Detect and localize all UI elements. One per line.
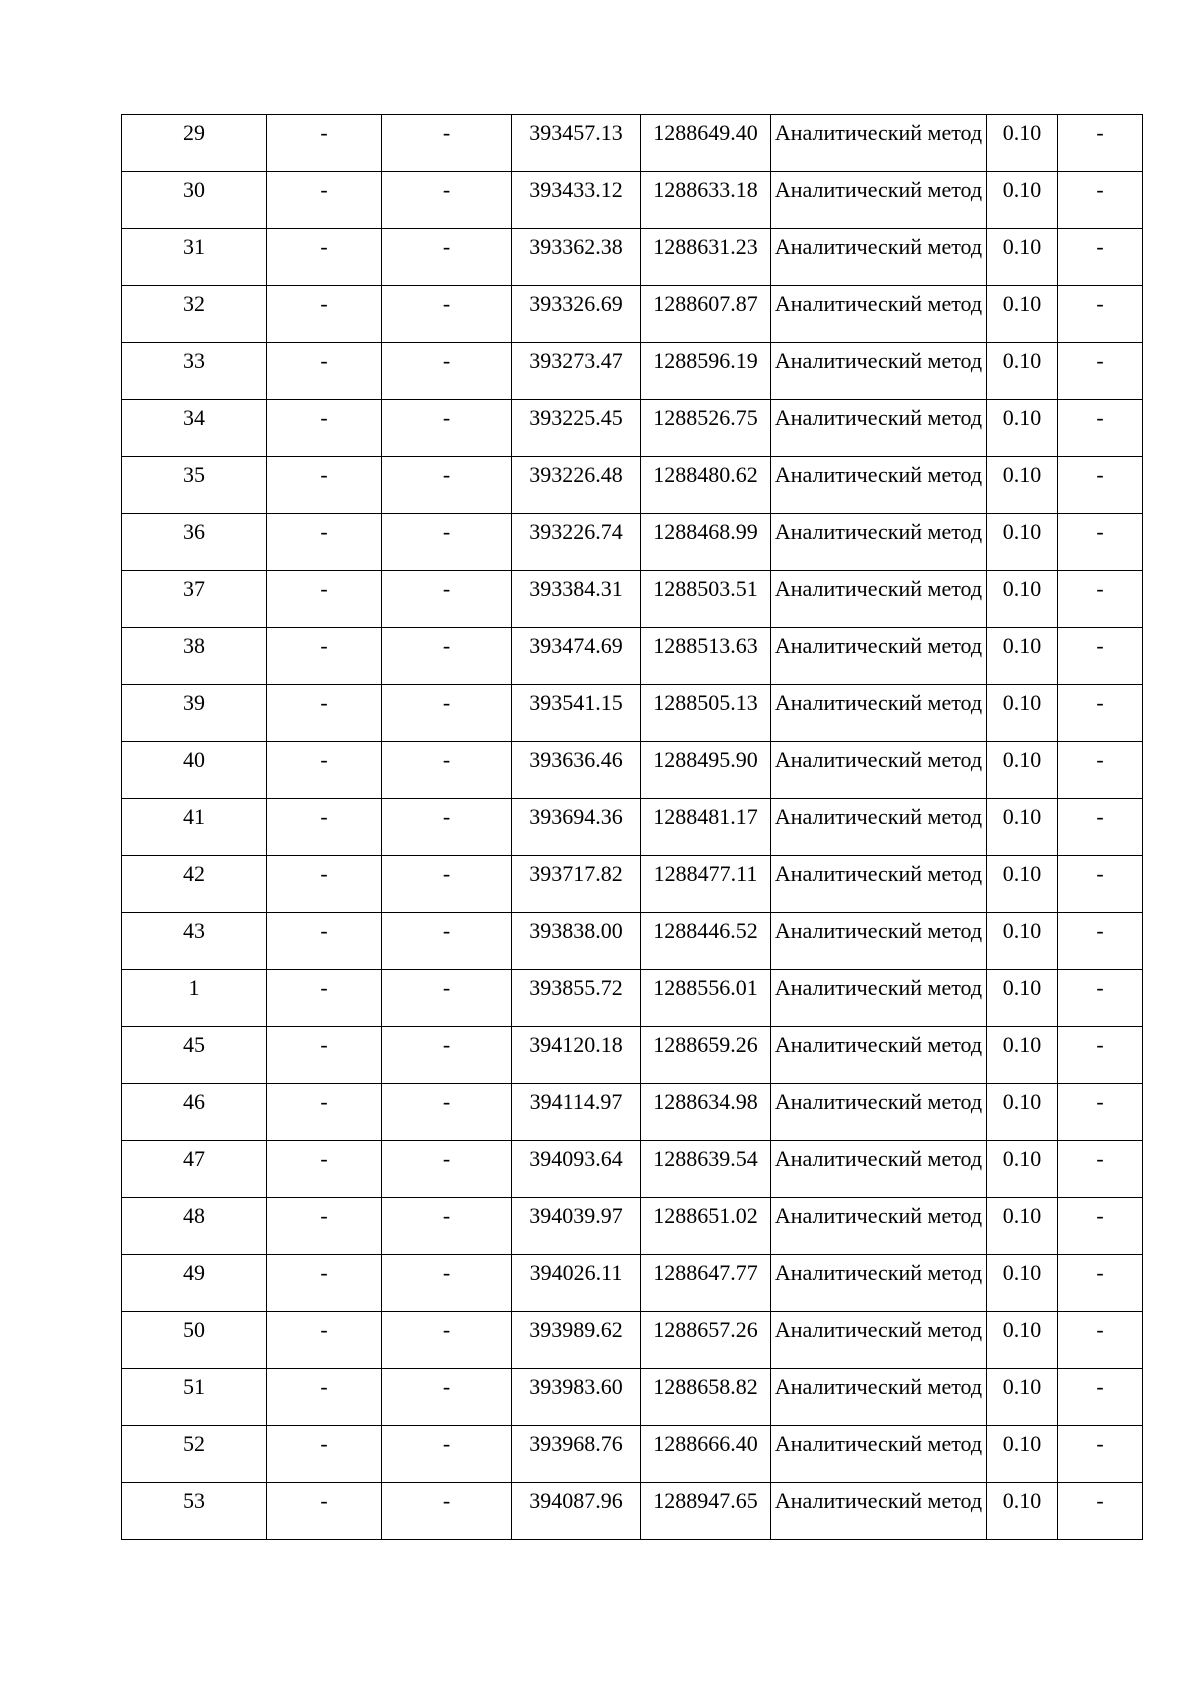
column-2-cell: - — [267, 913, 382, 970]
y-coordinate-cell: 1288503.51 — [641, 571, 771, 628]
column-2-cell: - — [267, 1255, 382, 1312]
y-coordinate-cell: 1288556.01 — [641, 970, 771, 1027]
method-cell: Аналитический метод — [771, 571, 987, 628]
point-number-cell: 50 — [122, 1312, 267, 1369]
column-2-cell: - — [267, 343, 382, 400]
column-2-cell: - — [267, 856, 382, 913]
column-8-cell: - — [1058, 913, 1143, 970]
column-3-cell: - — [382, 685, 512, 742]
point-number-cell: 36 — [122, 514, 267, 571]
column-8-cell: - — [1058, 1141, 1143, 1198]
column-2-cell: - — [267, 742, 382, 799]
accuracy-cell: 0.10 — [987, 1027, 1058, 1084]
y-coordinate-cell: 1288649.40 — [641, 115, 771, 172]
method-cell: Аналитический метод — [771, 856, 987, 913]
point-number-cell: 45 — [122, 1027, 267, 1084]
method-cell: Аналитический метод — [771, 1426, 987, 1483]
column-3-cell: - — [382, 571, 512, 628]
table-row — [122, 742, 1143, 799]
accuracy-cell: 0.10 — [987, 856, 1058, 913]
point-number-cell: 35 — [122, 457, 267, 514]
y-coordinate-cell: 1288607.87 — [641, 286, 771, 343]
column-3-cell: - — [382, 514, 512, 571]
column-2-cell: - — [267, 1369, 382, 1426]
y-coordinate-cell: 1288480.62 — [641, 457, 771, 514]
column-2-cell: - — [267, 1198, 382, 1255]
y-coordinate-cell: 1288495.90 — [641, 742, 771, 799]
table-row — [122, 628, 1143, 685]
accuracy-cell: 0.10 — [987, 1426, 1058, 1483]
method-cell: Аналитический метод — [771, 913, 987, 970]
column-2-cell: - — [267, 514, 382, 571]
x-coordinate-cell: 394093.64 — [512, 1141, 641, 1198]
column-3-cell: - — [382, 1141, 512, 1198]
accuracy-cell: 0.10 — [987, 1312, 1058, 1369]
x-coordinate-cell: 393226.74 — [512, 514, 641, 571]
column-8-cell: - — [1058, 799, 1143, 856]
column-2-cell: - — [267, 628, 382, 685]
table-row — [122, 1141, 1143, 1198]
column-3-cell: - — [382, 970, 512, 1027]
table-row — [122, 571, 1143, 628]
column-2-cell: - — [267, 1483, 382, 1540]
table-row — [122, 913, 1143, 970]
accuracy-cell: 0.10 — [987, 571, 1058, 628]
accuracy-cell: 0.10 — [987, 1369, 1058, 1426]
x-coordinate-cell: 393541.15 — [512, 685, 641, 742]
column-8-cell: - — [1058, 1027, 1143, 1084]
y-coordinate-cell: 1288526.75 — [641, 400, 771, 457]
accuracy-cell: 0.10 — [987, 913, 1058, 970]
column-2-cell: - — [267, 1027, 382, 1084]
x-coordinate-cell: 393433.12 — [512, 172, 641, 229]
column-3-cell: - — [382, 1084, 512, 1141]
table-row — [122, 1312, 1143, 1369]
column-2-cell: - — [267, 286, 382, 343]
table-row — [122, 1426, 1143, 1483]
column-3-cell: - — [382, 742, 512, 799]
column-8-cell: - — [1058, 400, 1143, 457]
x-coordinate-cell: 393384.31 — [512, 571, 641, 628]
x-coordinate-cell: 394087.96 — [512, 1483, 641, 1540]
column-3-cell: - — [382, 343, 512, 400]
x-coordinate-cell: 393273.47 — [512, 343, 641, 400]
table-row — [122, 1198, 1143, 1255]
method-cell: Аналитический метод — [771, 172, 987, 229]
column-2-cell: - — [267, 970, 382, 1027]
column-3-cell: - — [382, 115, 512, 172]
x-coordinate-cell: 393326.69 — [512, 286, 641, 343]
accuracy-cell: 0.10 — [987, 115, 1058, 172]
column-2-cell: - — [267, 1084, 382, 1141]
column-2-cell: - — [267, 457, 382, 514]
column-8-cell: - — [1058, 343, 1143, 400]
x-coordinate-cell: 393989.62 — [512, 1312, 641, 1369]
accuracy-cell: 0.10 — [987, 1084, 1058, 1141]
table-row — [122, 1483, 1143, 1540]
column-8-cell: - — [1058, 970, 1143, 1027]
column-8-cell: - — [1058, 685, 1143, 742]
column-8-cell: - — [1058, 115, 1143, 172]
y-coordinate-cell: 1288631.23 — [641, 229, 771, 286]
column-8-cell: - — [1058, 457, 1143, 514]
coordinates-table — [121, 114, 1143, 1540]
accuracy-cell: 0.10 — [987, 685, 1058, 742]
accuracy-cell: 0.10 — [987, 799, 1058, 856]
method-cell: Аналитический метод — [771, 1027, 987, 1084]
method-cell: Аналитический метод — [771, 457, 987, 514]
y-coordinate-cell: 1288477.11 — [641, 856, 771, 913]
column-3-cell: - — [382, 172, 512, 229]
accuracy-cell: 0.10 — [987, 1255, 1058, 1312]
x-coordinate-cell: 393694.36 — [512, 799, 641, 856]
point-number-cell: 1 — [122, 970, 267, 1027]
column-8-cell: - — [1058, 571, 1143, 628]
accuracy-cell: 0.10 — [987, 1483, 1058, 1540]
column-3-cell: - — [382, 1027, 512, 1084]
y-coordinate-cell: 1288634.98 — [641, 1084, 771, 1141]
method-cell: Аналитический метод — [771, 970, 987, 1027]
accuracy-cell: 0.10 — [987, 400, 1058, 457]
point-number-cell: 46 — [122, 1084, 267, 1141]
table-row — [122, 400, 1143, 457]
column-8-cell: - — [1058, 1255, 1143, 1312]
method-cell: Аналитический метод — [771, 1312, 987, 1369]
column-8-cell: - — [1058, 1084, 1143, 1141]
column-8-cell: - — [1058, 742, 1143, 799]
column-3-cell: - — [382, 1255, 512, 1312]
column-8-cell: - — [1058, 856, 1143, 913]
accuracy-cell: 0.10 — [987, 628, 1058, 685]
column-3-cell: - — [382, 799, 512, 856]
column-3-cell: - — [382, 1312, 512, 1369]
x-coordinate-cell: 394120.18 — [512, 1027, 641, 1084]
point-number-cell: 41 — [122, 799, 267, 856]
column-3-cell: - — [382, 1483, 512, 1540]
column-8-cell: - — [1058, 172, 1143, 229]
accuracy-cell: 0.10 — [987, 742, 1058, 799]
point-number-cell: 39 — [122, 685, 267, 742]
x-coordinate-cell: 393983.60 — [512, 1369, 641, 1426]
column-2-cell: - — [267, 172, 382, 229]
table-row — [122, 172, 1143, 229]
column-3-cell: - — [382, 457, 512, 514]
y-coordinate-cell: 1288666.40 — [641, 1426, 771, 1483]
column-3-cell: - — [382, 229, 512, 286]
point-number-cell: 42 — [122, 856, 267, 913]
accuracy-cell: 0.10 — [987, 343, 1058, 400]
column-3-cell: - — [382, 913, 512, 970]
point-number-cell: 52 — [122, 1426, 267, 1483]
x-coordinate-cell: 393225.45 — [512, 400, 641, 457]
x-coordinate-cell: 393838.00 — [512, 913, 641, 970]
point-number-cell: 31 — [122, 229, 267, 286]
x-coordinate-cell: 393226.48 — [512, 457, 641, 514]
accuracy-cell: 0.10 — [987, 286, 1058, 343]
point-number-cell: 32 — [122, 286, 267, 343]
y-coordinate-cell: 1288468.99 — [641, 514, 771, 571]
table-row — [122, 1084, 1143, 1141]
point-number-cell: 53 — [122, 1483, 267, 1540]
accuracy-cell: 0.10 — [987, 172, 1058, 229]
point-number-cell: 48 — [122, 1198, 267, 1255]
method-cell: Аналитический метод — [771, 115, 987, 172]
point-number-cell: 49 — [122, 1255, 267, 1312]
y-coordinate-cell: 1288658.82 — [641, 1369, 771, 1426]
point-number-cell: 33 — [122, 343, 267, 400]
column-2-cell: - — [267, 685, 382, 742]
column-3-cell: - — [382, 1426, 512, 1483]
x-coordinate-cell: 394026.11 — [512, 1255, 641, 1312]
column-2-cell: - — [267, 799, 382, 856]
y-coordinate-cell: 1288481.17 — [641, 799, 771, 856]
point-number-cell: 40 — [122, 742, 267, 799]
table-row — [122, 1255, 1143, 1312]
x-coordinate-cell: 393717.82 — [512, 856, 641, 913]
column-2-cell: - — [267, 229, 382, 286]
point-number-cell: 37 — [122, 571, 267, 628]
point-number-cell: 47 — [122, 1141, 267, 1198]
method-cell: Аналитический метод — [771, 514, 987, 571]
accuracy-cell: 0.10 — [987, 970, 1058, 1027]
method-cell: Аналитический метод — [771, 286, 987, 343]
table-row — [122, 856, 1143, 913]
y-coordinate-cell: 1288657.26 — [641, 1312, 771, 1369]
method-cell: Аналитический метод — [771, 1255, 987, 1312]
column-3-cell: - — [382, 286, 512, 343]
y-coordinate-cell: 1288947.65 — [641, 1483, 771, 1540]
point-number-cell: 43 — [122, 913, 267, 970]
y-coordinate-cell: 1288647.77 — [641, 1255, 771, 1312]
method-cell: Аналитический метод — [771, 1483, 987, 1540]
accuracy-cell: 0.10 — [987, 229, 1058, 286]
table-row — [122, 115, 1143, 172]
x-coordinate-cell: 393636.46 — [512, 742, 641, 799]
y-coordinate-cell: 1288639.54 — [641, 1141, 771, 1198]
method-cell: Аналитический метод — [771, 343, 987, 400]
y-coordinate-cell: 1288446.52 — [641, 913, 771, 970]
column-3-cell: - — [382, 400, 512, 457]
table-row — [122, 514, 1143, 571]
x-coordinate-cell: 394039.97 — [512, 1198, 641, 1255]
x-coordinate-cell: 393474.69 — [512, 628, 641, 685]
x-coordinate-cell: 393968.76 — [512, 1426, 641, 1483]
column-8-cell: - — [1058, 1198, 1143, 1255]
column-8-cell: - — [1058, 628, 1143, 685]
column-2-cell: - — [267, 1312, 382, 1369]
table-body — [122, 115, 1143, 1540]
method-cell: Аналитический метод — [771, 229, 987, 286]
accuracy-cell: 0.10 — [987, 1198, 1058, 1255]
column-3-cell: - — [382, 1198, 512, 1255]
column-2-cell: - — [267, 115, 382, 172]
table-row — [122, 286, 1143, 343]
accuracy-cell: 0.10 — [987, 457, 1058, 514]
y-coordinate-cell: 1288505.13 — [641, 685, 771, 742]
table-row — [122, 1369, 1143, 1426]
y-coordinate-cell: 1288596.19 — [641, 343, 771, 400]
column-8-cell: - — [1058, 1483, 1143, 1540]
table-row — [122, 1027, 1143, 1084]
x-coordinate-cell: 393457.13 — [512, 115, 641, 172]
x-coordinate-cell: 393855.72 — [512, 970, 641, 1027]
y-coordinate-cell: 1288633.18 — [641, 172, 771, 229]
point-number-cell: 38 — [122, 628, 267, 685]
column-3-cell: - — [382, 856, 512, 913]
method-cell: Аналитический метод — [771, 400, 987, 457]
y-coordinate-cell: 1288659.26 — [641, 1027, 771, 1084]
y-coordinate-cell: 1288513.63 — [641, 628, 771, 685]
column-2-cell: - — [267, 1426, 382, 1483]
table-row — [122, 685, 1143, 742]
method-cell: Аналитический метод — [771, 1141, 987, 1198]
method-cell: Аналитический метод — [771, 628, 987, 685]
x-coordinate-cell: 393362.38 — [512, 229, 641, 286]
column-3-cell: - — [382, 628, 512, 685]
accuracy-cell: 0.10 — [987, 1141, 1058, 1198]
y-coordinate-cell: 1288651.02 — [641, 1198, 771, 1255]
column-8-cell: - — [1058, 1369, 1143, 1426]
table-row — [122, 970, 1143, 1027]
point-number-cell: 34 — [122, 400, 267, 457]
column-3-cell: - — [382, 1369, 512, 1426]
accuracy-cell: 0.10 — [987, 514, 1058, 571]
table-row — [122, 457, 1143, 514]
point-number-cell: 51 — [122, 1369, 267, 1426]
method-cell: Аналитический метод — [771, 1198, 987, 1255]
method-cell: Аналитический метод — [771, 685, 987, 742]
column-8-cell: - — [1058, 1426, 1143, 1483]
point-number-cell: 29 — [122, 115, 267, 172]
x-coordinate-cell: 394114.97 — [512, 1084, 641, 1141]
method-cell: Аналитический метод — [771, 1369, 987, 1426]
column-8-cell: - — [1058, 1312, 1143, 1369]
column-8-cell: - — [1058, 229, 1143, 286]
table-row — [122, 343, 1143, 400]
column-8-cell: - — [1058, 514, 1143, 571]
table-row — [122, 229, 1143, 286]
column-2-cell: - — [267, 400, 382, 457]
column-8-cell: - — [1058, 286, 1143, 343]
column-2-cell: - — [267, 1141, 382, 1198]
point-number-cell: 30 — [122, 172, 267, 229]
method-cell: Аналитический метод — [771, 742, 987, 799]
column-2-cell: - — [267, 571, 382, 628]
method-cell: Аналитический метод — [771, 799, 987, 856]
table-row — [122, 799, 1143, 856]
method-cell: Аналитический метод — [771, 1084, 987, 1141]
